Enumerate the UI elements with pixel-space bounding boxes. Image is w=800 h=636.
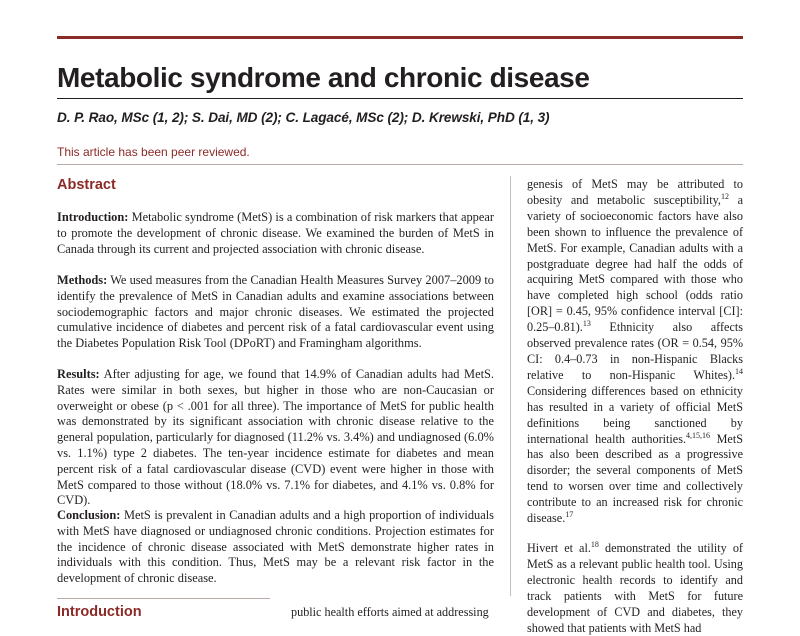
abstract-label: Introduction: bbox=[57, 210, 129, 224]
author-list: D. P. Rao, MSc (1, 2); S. Dai, MD (2); C. Lagacé, MSc (2); D. Krewski, PhD (1, 3) bbox=[57, 110, 550, 125]
intro-rule bbox=[57, 598, 270, 599]
abstract-results bbox=[57, 367, 494, 509]
body-text: demonstrated the utility of MetS as a relevant public health tool. Using electronic health records to identify and track patients with MetS for future development of CVD and diabetes, they showed that patients with MetS had bbox=[527, 541, 743, 635]
abstract-text: Metabolic syndrome (MetS) is a combination of risk markers that appear to promote the development of chronic disease. We examined the burden of MetS in Canada through its current and projected association with chronic disease. bbox=[57, 210, 494, 256]
right-column-paragraph bbox=[527, 177, 743, 527]
abstract-methods bbox=[57, 273, 494, 352]
abstract-label: Methods: bbox=[57, 273, 108, 287]
abstract-conclusion bbox=[57, 508, 494, 587]
peer-review-note: This article has been peer reviewed. bbox=[57, 145, 250, 159]
citation-ref: 13 bbox=[582, 319, 591, 329]
abstract-text: We used measures from the Canadian Health Measures Survey 2007–2009 to identify the prevalence of MetS in Canadian adults and examine associations between sociodemographic factors and major chronic diseases. We estimated the projected cumulative incidence of diabetes and percent risk of a fatal cardiovascular event using the Diabetes Population Risk Tool (DPoRT) and Framingham algorithms. bbox=[57, 273, 494, 351]
abstract-label: Conclusion: bbox=[57, 508, 121, 522]
abstract-label: Results: bbox=[57, 367, 100, 381]
section-rule bbox=[57, 164, 743, 165]
introduction-heading: Introduction bbox=[57, 604, 142, 620]
body-text: Considering differences based on ethnicity has resulted in a variety of official MetS definitions being sanctioned by international health authorities. bbox=[527, 383, 743, 446]
title-rule bbox=[57, 98, 743, 99]
body-text: a variety of socioeconomic factors have also been shown to influence the prevalence of MetS. For example, Canadian adults with a postgraduate degree had half the odds of acquiring MetS compared with those who have completed high school (odds ratio [OR] = 0.45, 95% confidence interval [CI]: 0.25–0.81). bbox=[527, 192, 743, 335]
body-text: Hivert et al. bbox=[527, 541, 591, 555]
body-text: Ethnicity also affects observed prevalence rates (OR = 0.54, 95% CI: 0.4–0.73 in non-Hispanic Blacks relative to non-Hispanic Whites). bbox=[527, 320, 743, 382]
abstract-heading: Abstract bbox=[57, 177, 116, 193]
right-column-paragraph bbox=[527, 539, 743, 635]
abstract-text: After adjusting for age, we found that 14.9% of Canadian adults had MetS. Rates were similar in both sexes, but higher in those who are non-Caucasian or overweight or obese (p < .001 for all three). The importance of MetS for public health was demonstrated by its significant association with chronic disease relative to the general population, particularly for diagnosed (11.2% vs. 3.4%) and undiagnosed (6.0% vs. 1.1%) type 2 diabetes. The ten-year incidence estimate for diabetes and mean percent risk of a fatal cardiovascular disease (CVD) event were higher in those with MetS compared to those without (18.0% vs. 7.1% for diabetes, and 4.1% vs. 0.8% for CVD). bbox=[57, 367, 494, 508]
body-text: genesis of MetS may be attributed to obesity and metabolic susceptibility, bbox=[527, 177, 743, 207]
abstract-text: MetS is prevalent in Canadian adults and a high proportion of individuals with MetS have diagnosed or undiagnosed chronic conditions. Projection estimates for the incidence of chronic disease associated with MetS demonstrate higher rates in individuals with this condition. Thus, MetS may be a relevant risk factor in the development of chronic disease. bbox=[57, 508, 494, 586]
citation-ref: 18 bbox=[590, 539, 599, 549]
citation-ref: 17 bbox=[565, 509, 574, 519]
abstract-introduction bbox=[57, 210, 494, 257]
citation-ref: 14 bbox=[735, 366, 743, 376]
introduction-text: public health efforts aimed at addressing bbox=[291, 605, 489, 619]
citation-ref: 12 bbox=[720, 191, 729, 201]
citation-ref: 4,15,16 bbox=[686, 430, 710, 440]
body-text: MetS has also been described as a progressive disorder; the several components of MetS tend to worsen over time and collectively contribute to an increased risk for chronic disease. bbox=[527, 431, 743, 526]
article-title: Metabolic syndrome and chronic disease bbox=[57, 62, 590, 93]
top-rule bbox=[57, 36, 743, 39]
column-divider bbox=[510, 176, 511, 596]
